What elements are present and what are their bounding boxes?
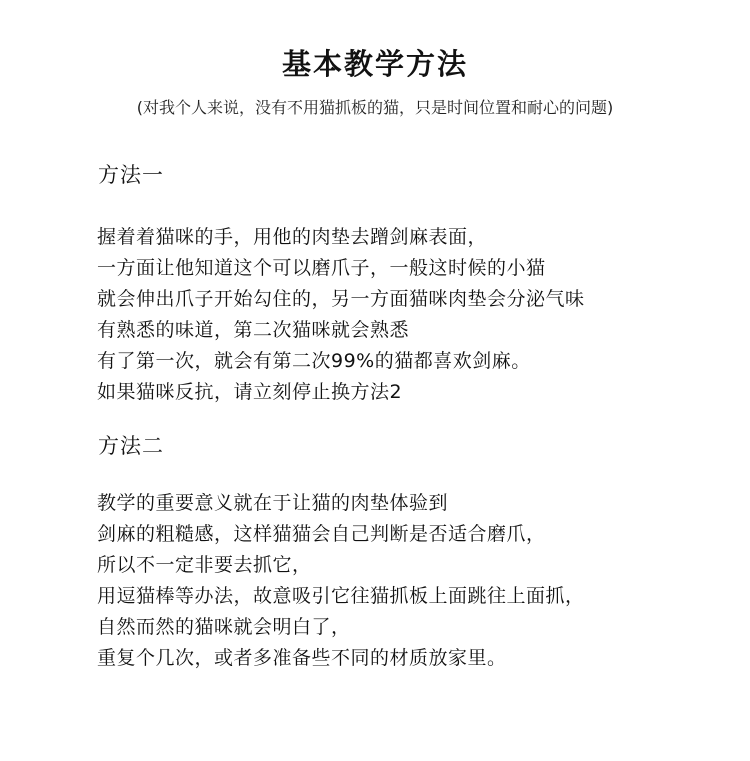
- body-line: 就会伸出爪子开始勾住的，另一方面猫咪肉垫会分泌气味: [97, 288, 585, 310]
- section-body-method-2: [97, 488, 697, 674]
- body-line: 重复个几次，或者多准备些不同的材质放家里。: [97, 647, 507, 669]
- page-subtitle: (对我个人来说，没有不用猫抓板的猫，只是时间位置和耐心的问题): [136, 98, 614, 117]
- body-line: 握着着猫咪的手，用他的肉垫去蹭剑麻表面，: [97, 226, 488, 248]
- body-line: 有熟悉的味道，第二次猫咪就会熟悉: [97, 319, 410, 341]
- body-line: 自然而然的猫咪就会明白了，: [97, 616, 351, 638]
- body-line: 用逗猫棒等办法，故意吸引它往猫抓板上面跳往上面抓，: [97, 585, 585, 607]
- section-heading-method-1: 方法一: [98, 163, 164, 187]
- section-body-method-1: [97, 222, 697, 408]
- page-title: 基本教学方法: [281, 47, 468, 81]
- body-line: 有了第一次，就会有第二次99%的猫都喜欢剑麻。: [97, 350, 531, 372]
- body-line: 一方面让他知道这个可以磨爪子，一般这时候的小猫: [97, 257, 546, 279]
- body-line: 教学的重要意义就在于让猫的肉垫体验到: [97, 492, 449, 514]
- body-line: 如果猫咪反抗，请立刻停止换方法2: [97, 381, 403, 403]
- body-line: 所以不一定非要去抓它，: [97, 554, 312, 576]
- section-heading-method-2: 方法二: [98, 434, 164, 458]
- body-line: 剑麻的粗糙感，这样猫猫会自己判断是否适合磨爪，: [97, 523, 546, 545]
